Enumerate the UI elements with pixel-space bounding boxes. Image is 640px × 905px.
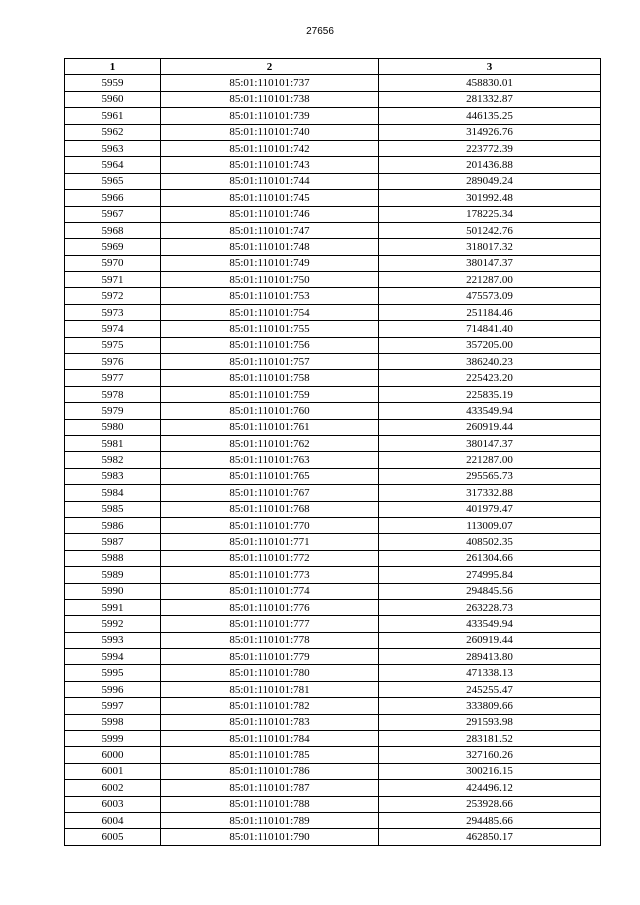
table-row — [65, 763, 601, 779]
table-row — [65, 501, 601, 517]
table-row — [65, 91, 601, 107]
row-number-cell: 5965 — [65, 173, 161, 189]
row-number-cell: 5969 — [65, 239, 161, 255]
row-number-cell: 5967 — [65, 206, 161, 222]
table-row — [65, 304, 601, 320]
value-cell: 433549.94 — [379, 616, 601, 632]
row-number-cell: 5962 — [65, 124, 161, 140]
cadastral-number-cell: 85:01:110101:761 — [161, 419, 379, 435]
value-cell: 221287.00 — [379, 272, 601, 288]
cadastral-number-cell: 85:01:110101:762 — [161, 435, 379, 451]
cadastral-number-cell: 85:01:110101:744 — [161, 173, 379, 189]
row-number-cell: 5984 — [65, 485, 161, 501]
column-header-1: 1 — [65, 59, 161, 75]
table-row — [65, 140, 601, 156]
value-cell: 501242.76 — [379, 222, 601, 238]
table-row — [65, 534, 601, 550]
value-cell: 401979.47 — [379, 501, 601, 517]
value-cell: 225835.19 — [379, 386, 601, 402]
value-cell: 113009.07 — [379, 517, 601, 533]
cadastral-number-cell: 85:01:110101:746 — [161, 206, 379, 222]
table-row — [65, 75, 601, 91]
table-row — [65, 731, 601, 747]
cadastral-number-cell: 85:01:110101:765 — [161, 468, 379, 484]
value-cell: 245255.47 — [379, 681, 601, 697]
value-cell: 462850.17 — [379, 829, 601, 845]
table-row — [65, 583, 601, 599]
table-row — [65, 698, 601, 714]
row-number-cell: 5976 — [65, 354, 161, 370]
row-number-cell: 5972 — [65, 288, 161, 304]
value-cell: 714841.40 — [379, 321, 601, 337]
table-row — [65, 812, 601, 828]
row-number-cell: 5970 — [65, 255, 161, 271]
table-row — [65, 386, 601, 402]
cadastral-number-cell: 85:01:110101:768 — [161, 501, 379, 517]
row-number-cell: 5979 — [65, 403, 161, 419]
row-number-cell: 5973 — [65, 304, 161, 320]
table-row — [65, 124, 601, 140]
row-number-cell: 5997 — [65, 698, 161, 714]
cadastral-number-cell: 85:01:110101:779 — [161, 649, 379, 665]
table-row — [65, 616, 601, 632]
row-number-cell: 5989 — [65, 567, 161, 583]
value-cell: 260919.44 — [379, 632, 601, 648]
cadastral-number-cell: 85:01:110101:790 — [161, 829, 379, 845]
row-number-cell: 5990 — [65, 583, 161, 599]
table-row — [65, 255, 601, 271]
row-number-cell: 5968 — [65, 222, 161, 238]
cadastral-number-cell: 85:01:110101:758 — [161, 370, 379, 386]
row-number-cell: 6000 — [65, 747, 161, 763]
row-number-cell: 5992 — [65, 616, 161, 632]
row-number-cell: 5980 — [65, 419, 161, 435]
table-row — [65, 714, 601, 730]
value-cell: 281332.87 — [379, 91, 601, 107]
table-row — [65, 222, 601, 238]
cadastral-number-cell: 85:01:110101:778 — [161, 632, 379, 648]
table-row — [65, 272, 601, 288]
table-row — [65, 517, 601, 533]
cadastral-number-cell: 85:01:110101:771 — [161, 534, 379, 550]
value-cell: 433549.94 — [379, 403, 601, 419]
cadastral-number-cell: 85:01:110101:737 — [161, 75, 379, 91]
row-number-cell: 5982 — [65, 452, 161, 468]
cadastral-number-cell: 85:01:110101:739 — [161, 108, 379, 124]
cadastral-number-cell: 85:01:110101:777 — [161, 616, 379, 632]
cadastral-number-cell: 85:01:110101:776 — [161, 599, 379, 615]
table-row — [65, 567, 601, 583]
table-row — [65, 468, 601, 484]
table-row — [65, 206, 601, 222]
value-cell: 223772.39 — [379, 140, 601, 156]
value-cell: 357205.00 — [379, 337, 601, 353]
cadastral-number-cell: 85:01:110101:743 — [161, 157, 379, 173]
table-row — [65, 649, 601, 665]
cadastral-number-cell: 85:01:110101:757 — [161, 354, 379, 370]
table-row — [65, 157, 601, 173]
table-row — [65, 370, 601, 386]
row-number-cell: 5975 — [65, 337, 161, 353]
cadastral-number-cell: 85:01:110101:738 — [161, 91, 379, 107]
value-cell: 201436.88 — [379, 157, 601, 173]
cadastral-number-cell: 85:01:110101:745 — [161, 190, 379, 206]
value-cell: 380147.37 — [379, 435, 601, 451]
value-cell: 301992.48 — [379, 190, 601, 206]
value-cell: 294485.66 — [379, 812, 601, 828]
row-number-cell: 5986 — [65, 517, 161, 533]
cadastral-number-cell: 85:01:110101:742 — [161, 140, 379, 156]
cadastral-number-cell: 85:01:110101:753 — [161, 288, 379, 304]
value-cell: 295565.73 — [379, 468, 601, 484]
cadastral-number-cell: 85:01:110101:787 — [161, 780, 379, 796]
page-number: 27656 — [306, 26, 334, 37]
cadastral-number-cell: 85:01:110101:760 — [161, 403, 379, 419]
cadastral-number-cell: 85:01:110101:789 — [161, 812, 379, 828]
row-number-cell: 5988 — [65, 550, 161, 566]
table-row — [65, 288, 601, 304]
row-number-cell: 5960 — [65, 91, 161, 107]
row-number-cell: 5964 — [65, 157, 161, 173]
row-number-cell: 5991 — [65, 599, 161, 615]
value-cell: 253928.66 — [379, 796, 601, 812]
cadastral-number-cell: 85:01:110101:783 — [161, 714, 379, 730]
value-cell: 380147.37 — [379, 255, 601, 271]
table-row — [65, 108, 601, 124]
row-number-cell: 5983 — [65, 468, 161, 484]
cadastral-number-cell: 85:01:110101:759 — [161, 386, 379, 402]
value-cell: 289413.80 — [379, 649, 601, 665]
value-cell: 291593.98 — [379, 714, 601, 730]
cadastral-number-cell: 85:01:110101:750 — [161, 272, 379, 288]
table-row — [65, 190, 601, 206]
row-number-cell: 5974 — [65, 321, 161, 337]
table-header-row — [65, 59, 601, 75]
cadastral-number-cell: 85:01:110101:785 — [161, 747, 379, 763]
cadastral-number-cell: 85:01:110101:773 — [161, 567, 379, 583]
row-number-cell: 5994 — [65, 649, 161, 665]
value-cell: 446135.25 — [379, 108, 601, 124]
cadastral-number-cell: 85:01:110101:748 — [161, 239, 379, 255]
cadastral-number-cell: 85:01:110101:763 — [161, 452, 379, 468]
cadastral-number-cell: 85:01:110101:782 — [161, 698, 379, 714]
table-row — [65, 239, 601, 255]
value-cell: 251184.46 — [379, 304, 601, 320]
row-number-cell: 5987 — [65, 534, 161, 550]
row-number-cell: 5959 — [65, 75, 161, 91]
row-number-cell: 6001 — [65, 763, 161, 779]
column-header-3: 3 — [379, 59, 601, 75]
table-row — [65, 665, 601, 681]
value-cell: 475573.09 — [379, 288, 601, 304]
table-row — [65, 550, 601, 566]
value-cell: 221287.00 — [379, 452, 601, 468]
table-row — [65, 321, 601, 337]
value-cell: 263228.73 — [379, 599, 601, 615]
row-number-cell: 6002 — [65, 780, 161, 796]
value-cell: 318017.32 — [379, 239, 601, 255]
table-row — [65, 829, 601, 845]
value-cell: 471338.13 — [379, 665, 601, 681]
table-row — [65, 780, 601, 796]
value-cell: 261304.66 — [379, 550, 601, 566]
value-cell: 327160.26 — [379, 747, 601, 763]
cadastral-number-cell: 85:01:110101:772 — [161, 550, 379, 566]
cadastral-number-cell: 85:01:110101:767 — [161, 485, 379, 501]
row-number-cell: 5999 — [65, 731, 161, 747]
value-cell: 225423.20 — [379, 370, 601, 386]
row-number-cell: 5961 — [65, 108, 161, 124]
row-number-cell: 5977 — [65, 370, 161, 386]
value-cell: 283181.52 — [379, 731, 601, 747]
row-number-cell: 5981 — [65, 435, 161, 451]
value-cell: 300216.15 — [379, 763, 601, 779]
table-row — [65, 435, 601, 451]
value-cell: 408502.35 — [379, 534, 601, 550]
cadastral-number-cell: 85:01:110101:780 — [161, 665, 379, 681]
row-number-cell: 5963 — [65, 140, 161, 156]
table-row — [65, 747, 601, 763]
table-body — [65, 75, 601, 845]
row-number-cell: 6003 — [65, 796, 161, 812]
value-cell: 424496.12 — [379, 780, 601, 796]
table-row — [65, 796, 601, 812]
cadastral-number-cell: 85:01:110101:781 — [161, 681, 379, 697]
row-number-cell: 5998 — [65, 714, 161, 730]
data-table — [64, 58, 601, 846]
cadastral-number-cell: 85:01:110101:770 — [161, 517, 379, 533]
row-number-cell: 5993 — [65, 632, 161, 648]
value-cell: 317332.88 — [379, 485, 601, 501]
value-cell: 386240.23 — [379, 354, 601, 370]
cadastral-number-cell: 85:01:110101:774 — [161, 583, 379, 599]
value-cell: 458830.01 — [379, 75, 601, 91]
cadastral-number-cell: 85:01:110101:740 — [161, 124, 379, 140]
table-row — [65, 485, 601, 501]
value-cell: 289049.24 — [379, 173, 601, 189]
row-number-cell: 6004 — [65, 812, 161, 828]
column-header-2: 2 — [161, 59, 379, 75]
cadastral-number-cell: 85:01:110101:756 — [161, 337, 379, 353]
row-number-cell: 5971 — [65, 272, 161, 288]
value-cell: 260919.44 — [379, 419, 601, 435]
row-number-cell: 5985 — [65, 501, 161, 517]
value-cell: 274995.84 — [379, 567, 601, 583]
table-row — [65, 632, 601, 648]
table-row — [65, 403, 601, 419]
value-cell: 178225.34 — [379, 206, 601, 222]
value-cell: 314926.76 — [379, 124, 601, 140]
value-cell: 294845.56 — [379, 583, 601, 599]
cadastral-number-cell: 85:01:110101:788 — [161, 796, 379, 812]
cadastral-number-cell: 85:01:110101:755 — [161, 321, 379, 337]
cadastral-number-cell: 85:01:110101:754 — [161, 304, 379, 320]
table-row — [65, 452, 601, 468]
table-row — [65, 419, 601, 435]
table-row — [65, 599, 601, 615]
cadastral-number-cell: 85:01:110101:749 — [161, 255, 379, 271]
row-number-cell: 5996 — [65, 681, 161, 697]
cadastral-number-cell: 85:01:110101:784 — [161, 731, 379, 747]
table-row — [65, 173, 601, 189]
table-row — [65, 354, 601, 370]
table-row — [65, 337, 601, 353]
row-number-cell: 5978 — [65, 386, 161, 402]
table-row — [65, 681, 601, 697]
row-number-cell: 5995 — [65, 665, 161, 681]
value-cell: 333809.66 — [379, 698, 601, 714]
row-number-cell: 6005 — [65, 829, 161, 845]
cadastral-number-cell: 85:01:110101:786 — [161, 763, 379, 779]
cadastral-number-cell: 85:01:110101:747 — [161, 222, 379, 238]
row-number-cell: 5966 — [65, 190, 161, 206]
